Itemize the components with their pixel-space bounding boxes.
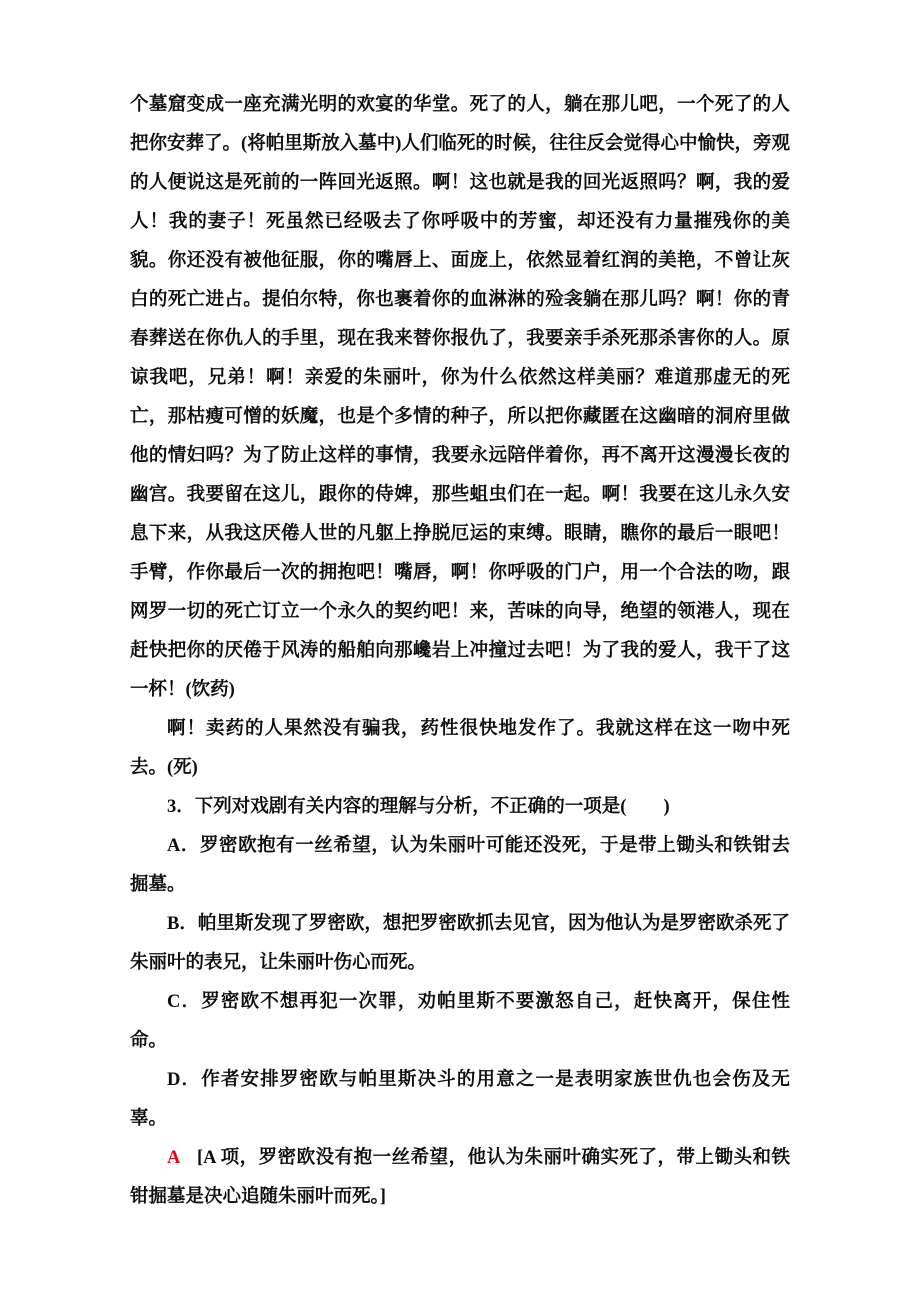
option-b-text: 帕里斯发现了罗密欧，想把罗密欧抓去见官，因为他认为是罗密欧杀死了朱丽叶的表兄，让朱丽叶伤心而死。 <box>130 914 790 973</box>
answer-explanation: [A 项，罗密欧没有抱一丝希望，他认为朱丽叶确实死了，带上锄头和铁钳掘墓是决心追随朱丽叶而死。] <box>130 1148 790 1207</box>
option-d-label: D． <box>167 1070 202 1090</box>
question-stem: 下列对戏剧有关内容的理解与分析，不正确的一项是 <box>194 797 621 817</box>
option-c-text: 罗密欧不想再犯一次罪，劝帕里斯不要激怒自己，赶快离开，保住性命。 <box>130 992 790 1051</box>
option-c <box>130 983 790 1061</box>
option-c-label: C． <box>167 992 202 1012</box>
passage-paragraph: 个墓窟变成一座充满光明的欢宴的华堂。死了的人，躺在那儿吧，一个死了的人把你安葬了。(将帕里斯放入墓中)人们临死的时候，往往反会觉得心中愉快，旁观的人便说这是死前的一阵回光返照。啊！这也就是我的回光返照吗？啊，我的爱人！我的妻子！死虽然已经吸去了你呼吸中的芳蜜，却还没有力量摧残你的美貌。你还没有被他征服，你的嘴唇上、面庞上，依然显着红润的美艳，不曾让灰白的死亡进占。提伯尔特，你也裹着你的血淋淋的殓衾躺在那儿吗？啊！你的青春葬送在你仇人的手里，现在我来替你报仇了，我要亲手杀死那杀害你的人。原谅我吧，兄弟！啊！亲爱的朱丽叶，你为什么依然这样美丽？难道那虚无的死亡，那枯瘦可憎的妖魔，也是个多情的种子，所以把你藏匿在这幽暗的洞府里做他的情妇吗？为了防止这样的事情，我要永远陪伴着你，再不离开这漫漫长夜的幽宫。我要留在这儿，跟你的侍婢，那些蛆虫们在一起。啊！我要在这儿永久安息下来，从我这厌倦人世的凡躯上挣脱厄运的束缚。眼睛，瞧你的最后一眼吧！手臂，作你最后一次的拥抱吧！嘴唇，啊！你呼吸的门户，用一个合法的吻，跟网罗一切的死亡订立一个永久的契约吧！来，苦味的向导，绝望的领港人，现在赶快把你的厌倦于风涛的船舶向那巉岩上冲撞过去吧！为了我的爱人，我干了这一杯！(饮药) <box>130 95 790 700</box>
option-d-text: 作者安排罗密欧与帕里斯决斗的用意之一是表明家族世仇也会伤及无辜。 <box>130 1070 790 1129</box>
answer-letter: A <box>167 1148 181 1168</box>
option-d <box>130 1061 790 1139</box>
passage-and-question <box>130 86 790 1217</box>
option-a-label: A． <box>167 836 200 856</box>
option-a-text: 罗密欧抱有一丝希望，认为朱丽叶可能还没死，于是带上锄头和铁钳去掘墓。 <box>130 836 790 895</box>
option-a <box>130 827 790 905</box>
passage-paragraph: 啊！卖药的人果然没有骗我，药性很快地发作了。我就这样在这一吻中死去。(死) <box>130 719 790 778</box>
question-number: 3． <box>167 797 195 817</box>
answer-blank: ( ) <box>620 797 670 817</box>
answer-line <box>130 1139 790 1217</box>
option-b <box>130 905 790 983</box>
question-line <box>130 788 790 827</box>
option-b-label: B． <box>167 914 198 934</box>
